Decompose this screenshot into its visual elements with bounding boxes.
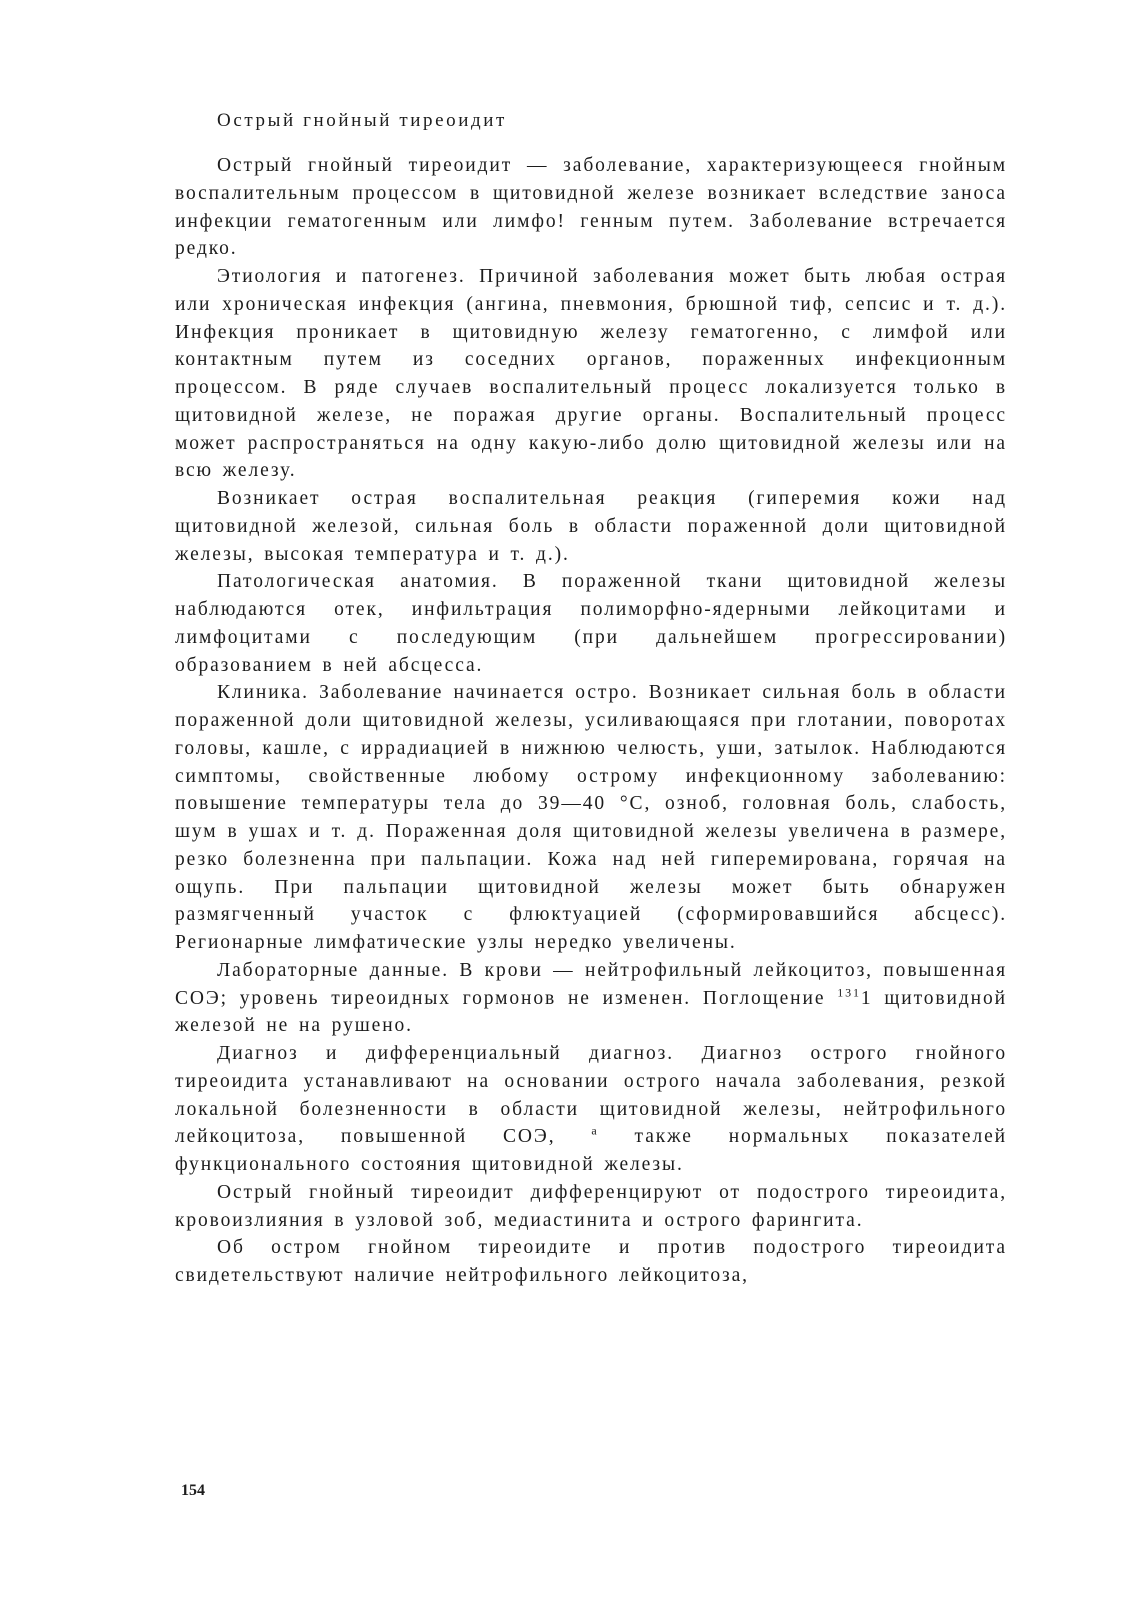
paragraph-definition: Острый гнойный тиреоидит — заболевание, характеризующееся гнойным воспалительным процессом в щитовидной железе возникает вследствие заноса инфекции гематогенным или лимфо! генным путем. Заболевание встречается редко.	[175, 155, 1007, 260]
paragraph-reaction: Возникает острая воспалительная реакция (гиперемия кожи над щитовидной железой, сильная боль в области пораженной доли щитовидной железы, высокая температура и т. д.).	[175, 488, 1007, 565]
page-number: 154	[181, 1482, 205, 1499]
paragraph-diagnosis	[175, 1040, 1007, 1179]
section-heading: Острый гнойный тиреоидит	[217, 110, 507, 131]
paragraph-pathology: Патологическая анатомия. В пораженной ткани щитовидной железы наблюдаются отек, инфильтрация полиморфно-ядерными лейкоцитами и лимфоцитами с последующим (при дальнейшем прогрессировании) образованием в ней абсцесса.	[175, 571, 1007, 676]
paragraph-clinic: Клиника. Заболевание начинается остро. Возникает сильная боль в области пораженной доли щитовидной железы, усиливающаяся при глотании, поворотах головы, кашле, с иррадиацией в нижнюю челюсть, уши, затылок. Наблюдаются симптомы, свойственные любому острому инфекционному заболеванию: повышение температуры тела до 39—40 °С, озноб, головная боль, слабость, шум в ушах и т. д. Пораженная доля щитовидной железы увеличена в размере, резко болезненна при пальпации. Кожа над ней гиперемирована, горячая на ощупь. При пальпации щитовидной железы может быть обнаружен размягченный участок с флюктуацией (сформировавшийся абсцесс). Регионарные лимфатические узлы нередко увеличены.	[175, 682, 1007, 953]
lab-text-start: Лабораторные данные. В крови — нейтрофильный лейкоцитоз, повышенная СОЭ; уровень тиреоидных гормонов не изменен. Поглощение	[175, 959, 1007, 1009]
diagnosis-text-start: Диагноз и дифференциальный диагноз. Диагноз острого гнойного тиреоидита устанавливают на основании острого начала заболевания, резкой локальной болезненности в области щитовидной железы, нейтрофильного лейкоцитоза, повышенной СОЭ,	[175, 1043, 1007, 1148]
body-text	[175, 152, 1007, 1290]
paragraph-differential: Острый гнойный тиреоидит дифференцируют от подострого тиреоидита, кровоизлияния в узловой зоб, медиастинита и острого фарингита.	[175, 1181, 1007, 1231]
paragraph-evidence: Об остром гнойном тиреоидите и против подострого тиреоидита свидетельствуют наличие нейтрофильного лейкоцитоза,	[175, 1237, 1007, 1286]
isotope-superscript: 131	[837, 985, 861, 999]
lab-text-end: 1 щитовидной железой не на рушено.	[175, 987, 1008, 1037]
paragraph-lab-data	[175, 957, 1007, 1040]
diagnosis-text-end: также нормальных показателей функционального состояния щитовидной железы.	[175, 1126, 1007, 1175]
diagnosis-superscript: а	[591, 1123, 599, 1138]
paragraph-etiology: Этиология и патогенез. Причиной заболевания может быть любая острая или хроническая инфекция (ангина, пневмония, брюшной тиф, сепсис и т. д.). Инфекция проникает в щитовидную железу гематогенно, с лимфой или контактным путем из соседних органов, пораженных инфекционным процессом. В ряде случаев воспалительный процесс локализуется только в щитовидной железе, не поражая другие органы. Воспалительный процесс может распространяться на одну какую-либо долю щитовидной железы или на всю железу.	[175, 266, 1007, 482]
